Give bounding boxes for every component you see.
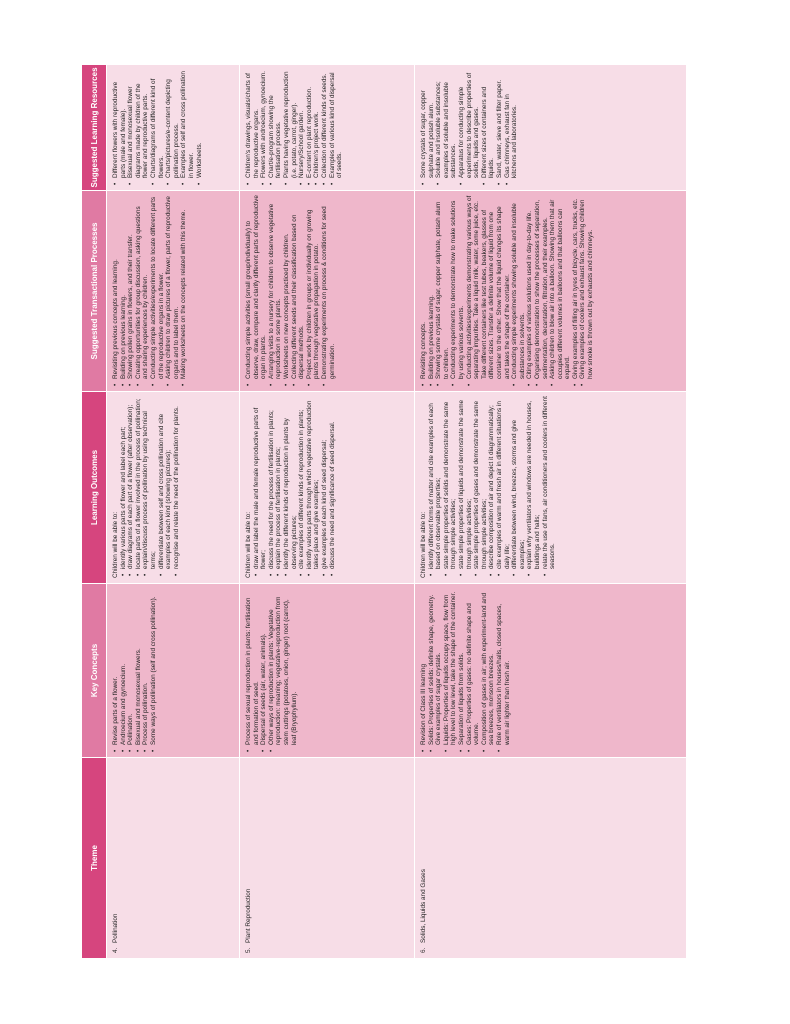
resource-item: • Some crystals of sugar, copper sulphate and potash alum.	[420, 69, 435, 178]
learning-outcome-item: • discuss the need for the process of fertilisation in plants;	[268, 396, 276, 569]
process-item: • Building on previous learning.	[428, 195, 436, 379]
resource-item: • Different flowers with reproductive parts (male and female).	[112, 69, 127, 178]
header-learning-outcomes: Learning Outcomes	[82, 391, 107, 583]
resource-item: • E-content on plant reproduction.	[306, 69, 314, 178]
key-concept-item-list	[245, 588, 298, 752]
process-item: • Worksheets on new concepts practiced by children.	[283, 195, 291, 379]
process-item: • Creating opportunities for group discussion, asking questions and sharing experiences by children.	[135, 195, 150, 379]
learning-resources-cell	[107, 64, 240, 190]
resource-item: • Charts/pictures/e-content depicting pollination process.	[165, 69, 180, 178]
learning-outcome-item: • differentiate between wind, breezes, storms and give examples;	[511, 396, 526, 569]
learning-outcome-item: • relate the use of fans, air conditioners and coolers in different seasons.	[542, 396, 557, 569]
process-item: • Showing some crystals of sugar, copper sulphate, potash alum to children.	[435, 195, 450, 379]
resource-item: • Different sizes of containers and liquids.	[481, 69, 496, 178]
process-item: • Organising demonstration to show the processes of separation, sedimentation, decantation, filtration, and their examples.	[534, 195, 549, 379]
learning-outcome-item-list	[120, 396, 181, 578]
learning-outcome-item: • state simple properties of solids and demonstrate the same through simple activities;	[443, 396, 458, 569]
resource-item: • Flowers with androecium, gynoecium.	[260, 69, 268, 178]
learning-outcome-item: • explain the process of fertilisation in plants;	[275, 396, 283, 569]
process-item: • Conducting simple experiments showing soluble and insoluble substances in solvents.	[511, 195, 526, 379]
learning-outcome-item: • state simple properties of liquids and demonstrate the same through simple activities;	[458, 396, 473, 569]
process-item: • Building on previous learning.	[120, 195, 128, 379]
process-item: • Asking children to draw pictures of a flower, parts of reproductive organs and to label them.	[165, 195, 180, 379]
key-concept-item: • Role of ventilators in houses/halls, closed spaces, warm air lighter than fresh air.	[496, 588, 511, 745]
process-item: • Project work by children in groups or individually on growing plants through vegetative propagation in potato.	[306, 195, 321, 379]
table-body	[107, 64, 687, 958]
key-concept-item: • Pollination.	[127, 588, 135, 745]
key-concept-item: • Liquids: Properties of liquids occupy space, flow from high level to low level, take the shape of the container.	[443, 588, 458, 745]
process-item-list	[420, 195, 595, 386]
key-concept-item: • Separation of liquids from solids.	[458, 588, 466, 745]
theme-number: 5.	[245, 947, 252, 953]
theme-number: 6.	[420, 947, 427, 953]
key-concept-item: • Gases: Properties of gases: no definite shape and volume.	[466, 588, 481, 745]
learning-outcomes-cell	[107, 391, 240, 583]
resource-item: • Charts/diagrams of different kind of flowers.	[150, 69, 165, 178]
process-item: • Giving examples of coolers and exhaust fans. Showing children how smoke is thrown out by exhausts and chimneys.	[579, 195, 594, 379]
curriculum-table	[81, 64, 687, 959]
outcomes-lead: Children will be able to:	[245, 511, 252, 578]
key-concept-item: • Bisexual and monosexual flowers.	[135, 588, 143, 745]
learning-outcomes-cell	[415, 391, 687, 583]
process-item-list	[245, 195, 336, 386]
resource-item: • Nursery/School garden.	[298, 69, 306, 178]
key-concept-item: • Dispersal of seeds (air, water, animals).	[260, 588, 268, 745]
process-item: • Revisiting concepts.	[420, 195, 428, 379]
learning-outcome-item: • state simple properties of gases and demonstrate the same through simple activities;	[473, 396, 488, 569]
resource-item-list	[245, 69, 344, 185]
process-item: • Conducting activities/experiments demonstrating various ways of separating impurities. Take a liquid milk, water, some juice, etc. Take different containers like test tubes, beakers, glasses of different sizes. Transfer a definite volume of liquid from one container to the other. Show that the liquid changes its shape and takes the shape of the container.	[466, 195, 512, 379]
process-item: • Conducting simple activities (small group/individually) to observe, draw, compare and clarify different parts of reproductive organ in plants.	[245, 195, 268, 379]
resource-item: • Plants having vegetative reproduction (i.e. potato, carrot, ginger).	[283, 69, 298, 178]
learning-outcome-item: • identify the different kinds of reproduction in plants by observing pictures;	[283, 396, 298, 569]
process-item: • Showing pollen grains in flowers, and their transfer.	[127, 195, 135, 379]
resource-item-list	[112, 69, 203, 185]
resource-item: • Children's project work.	[313, 69, 321, 178]
key-concept-item: • Process of pollination.	[142, 588, 150, 745]
learning-outcome-item: • differentiate between self and cross pollination and cite examples of each kind (showing pictures);	[158, 396, 173, 569]
transactional-processes-cell	[240, 190, 415, 391]
learning-outcome-item-list	[253, 396, 337, 578]
table-row	[107, 64, 240, 958]
header-transactional-processes: Suggested Transactional Processes	[82, 190, 107, 391]
transactional-processes-cell	[415, 190, 687, 391]
key-concept-item: • Process of sexual reproduction in plants: fertilisation and formation of seed.	[245, 588, 260, 745]
learning-resources-cell	[415, 64, 687, 190]
learning-outcome-item: • draw diagrams of each part of a flower (after observation);	[127, 396, 135, 569]
learning-outcome-item: • locate parts of a flower involved in the process of pollination;	[135, 396, 143, 569]
learning-outcome-item: • draw and label the male and female reproductive parts of flower;	[253, 396, 268, 569]
learning-resources-cell	[240, 64, 415, 190]
rotated-curriculum-table	[81, 65, 685, 959]
process-item: • Arranging visits to a nursery for children to observe vegetative reproduction in some plants.	[268, 195, 283, 379]
resource-item: • Gas chimneys, exhaust fan in kitchens and laboratories.	[504, 69, 519, 178]
table-row	[240, 64, 415, 958]
learning-outcome-item: • explain/discuss process of pollination by using technical terms;	[142, 396, 157, 569]
learning-outcome-item-list	[428, 396, 557, 578]
theme-number: 4.	[112, 947, 119, 953]
theme-number-cell	[415, 757, 687, 958]
learning-outcome-item: • identify various parts of flower and label each part;	[120, 396, 128, 569]
key-concept-item: • Solids: Properties of solids: definite shape, geometry. Give examples of sugar crystals.	[428, 588, 443, 745]
process-item: • Asking children to blow air into a balloon. Showing them that air occupies different volumes in balloons and that balloons can expand.	[549, 195, 572, 379]
theme-name: Solids, Liquids and Gases	[420, 869, 427, 943]
process-item: • Making worksheets on the concepts related with this theme.	[180, 195, 188, 379]
transactional-processes-cell	[107, 190, 240, 391]
process-item: • Citing examples of various solutions used in day-to-day life.	[526, 195, 534, 379]
header-key-concepts: Key Concepts	[82, 583, 107, 757]
key-concept-item: • Revision of Class III learning	[420, 588, 428, 745]
resource-item: • Examples of self and cross pollination in flower.	[180, 69, 195, 178]
key-concept-item: • Androecium and gynoecium.	[120, 588, 128, 745]
key-concept-item: • Some ways of pollination (self and cross pollination).	[150, 588, 158, 745]
learning-outcome-item: • identify different forms of matter and cite examples of each based on observable properties;	[428, 396, 443, 569]
learning-outcome-item: • cite examples of warm and fresh air in different situations in daily life;	[496, 396, 511, 569]
key-concept-item: • Composition of gases in air; with experiment-land and sea breezes, monsoon breezes.	[481, 588, 496, 745]
resource-item: • Examples of various kind of dispersal of seeds.	[329, 69, 344, 178]
resource-item: • Children's drawings, visuals/charts of the reproductive organs.	[245, 69, 260, 178]
table-row	[415, 64, 687, 958]
learning-outcome-item: • explain why ventilators and windows are needed in houses, buildings and halls;	[526, 396, 541, 569]
resource-item: • Chart/e-program showing the fertilisation process.	[268, 69, 283, 178]
key-concepts-cell	[415, 583, 687, 757]
outcomes-lead: Children will be able to:	[112, 511, 119, 578]
learning-outcomes-cell	[240, 391, 415, 583]
learning-outcome-item: • identify various parts through which vegetative reproduction takes place and give examples;	[306, 396, 321, 569]
process-item: • Demonstrating experiments on process & conditions for seed germination.	[321, 195, 336, 379]
process-item: • Revisiting previous concepts and learning.	[112, 195, 120, 379]
resource-item: • Soluble and insoluble substances; examples of soluble and insoluble substances.	[435, 69, 458, 178]
process-item-list	[112, 195, 188, 386]
key-concepts-cell	[240, 583, 415, 757]
learning-outcome-item: • give examples of each kind of seed dispersal;	[321, 396, 329, 569]
key-concept-item-list	[420, 588, 511, 752]
resource-item: • Bisexual and monosexual flower diagrams made by children of the flower and reproductive parts.	[127, 69, 150, 178]
process-item: • Collecting different seeds and their classification based on dispersal methods.	[291, 195, 306, 379]
process-item: • Conducting experiments to demonstrate how to make solutions by using various solvents.	[450, 195, 465, 379]
theme-name: Plant Reproduction	[245, 888, 252, 943]
process-item: • Giving examples of filling air in tyres of bicycle, cars, trucks, etc.	[572, 195, 580, 379]
key-concept-item-list	[112, 588, 158, 752]
learning-outcome-item: • discuss the need and significance of seed dispersal.	[329, 396, 337, 569]
process-item: • Conducting simple activities/experiments to locate different parts of the reproductive organs in a flower.	[150, 195, 165, 379]
theme-number-cell	[107, 757, 240, 958]
key-concepts-cell	[107, 583, 240, 757]
learning-outcome-item: • cite examples of different kinds of reproduction in plants;	[298, 396, 306, 569]
outcomes-lead: Children will be able to:	[420, 511, 427, 578]
theme-number-cell	[240, 757, 415, 958]
resource-item-list	[420, 69, 519, 185]
learning-outcome-item: • recognise and relate the need of the pollination for plants.	[173, 396, 181, 569]
header-theme: Theme	[82, 757, 107, 958]
key-concept-item: • Other ways of reproduction in plants: Vegetative reproduction: meaning; vegetative-reproduction from stem cuttings (potatoes, onion, ginger) root (carrot), leaf (Bryophyllum).	[268, 588, 298, 745]
theme-name: Pollination	[112, 913, 119, 943]
resource-item: • Sand, water, sieve and filter paper.	[496, 69, 504, 178]
header-row	[82, 64, 107, 958]
resource-item: • Collection of different kinds of seeds.	[321, 69, 329, 178]
header-learning-resources: Suggested Learning Resources	[82, 64, 107, 190]
key-concept-item: • Revise parts of a flower.	[112, 588, 120, 745]
resource-item: • Worksheets.	[196, 69, 204, 178]
learning-outcome-item: • describe composition of air and depict it diagrammatically;	[488, 396, 496, 569]
resource-item: • Apparatus for conducting simple experiments to describe properties of solids, liquids and gases.	[458, 69, 481, 178]
